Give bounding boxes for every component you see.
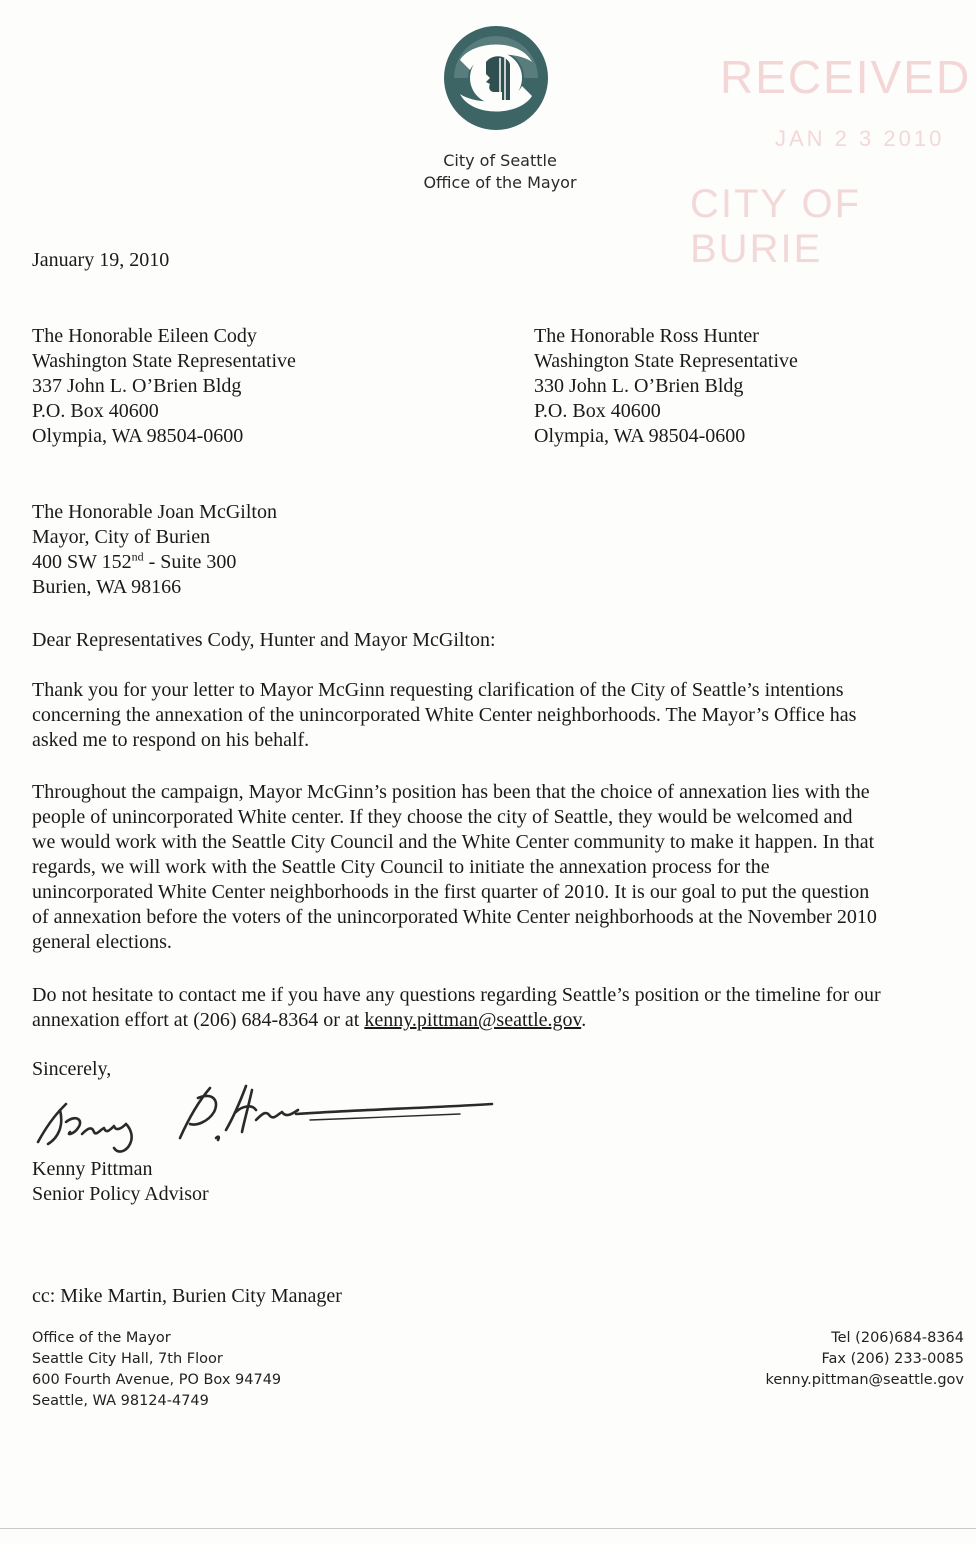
body-line: unincorporated White Center neighborhoods in the first quarter of 2010. It is our goal to put the question — [32, 881, 870, 903]
body-paragraph-1 — [32, 678, 967, 753]
address-line: P.O. Box 40600 — [32, 400, 159, 422]
body-paragraph-2 — [32, 780, 967, 955]
recipient-hunter — [534, 324, 798, 449]
suite: - Suite 300 — [143, 551, 237, 573]
address-line: The Honorable Joan McGilton — [32, 501, 277, 523]
footer-email: kenny.pittman@seattle.gov — [765, 1372, 964, 1388]
cc-line: cc: Mike Martin, Burien City Manager — [32, 1285, 342, 1307]
address-line: P.O. Box 40600 — [534, 400, 661, 422]
body-line: Thank you for your letter to Mayor McGinn requesting clarification of the City of Seattle’s intentions — [32, 679, 844, 701]
letterhead-text — [400, 150, 600, 194]
address-line: Olympia, WA 98504-0600 — [32, 425, 244, 447]
address-line: Mayor, City of Burien — [32, 526, 211, 548]
address-line: The Honorable Ross Hunter — [534, 325, 759, 347]
body-line: of annexation before the voters of the unincorporated White Center neighborhoods at the November 2010 — [32, 906, 877, 928]
body-line: Do not hesitate to contact me if you have any questions regarding Seattle’s position or the timeline for our — [32, 984, 881, 1006]
footer-tel: Tel (206)684-8364 — [831, 1330, 964, 1346]
stamp-received: RECEIVED — [720, 51, 972, 103]
address-line: Burien, WA 98166 — [32, 576, 182, 598]
footer-line: Office of the Mayor — [32, 1330, 171, 1346]
received-stamp — [680, 50, 972, 271]
body-line: people of unincorporated White center. If they choose the city of Seattle, they would be welcomed and — [32, 806, 853, 828]
body-line: asked me to respond on his behalf. — [32, 729, 310, 751]
body-line: Throughout the campaign, Mayor McGinn’s position has been that the choice of annexation lies with the — [32, 781, 870, 803]
recipient-cody — [32, 324, 296, 449]
handwritten-signature — [30, 1080, 500, 1160]
org-name: City of Seattle — [443, 151, 557, 170]
address-line: 337 John L. O’Brien Bldg — [32, 375, 242, 397]
footer-line: Seattle, WA 98124-4749 — [32, 1393, 209, 1409]
recipient-mcgilton — [32, 500, 277, 600]
footer-line: 600 Fourth Avenue, PO Box 94749 — [32, 1372, 282, 1388]
address-line: Olympia, WA 98504-0600 — [534, 425, 746, 447]
city-of-seattle-logo — [440, 22, 552, 134]
address-line: Washington State Representative — [534, 350, 798, 372]
body-line — [32, 1008, 967, 1033]
footer-fax: Fax (206) 233-0085 — [821, 1351, 964, 1367]
street-number: 400 SW 152 — [32, 551, 132, 573]
salutation: Dear Representatives Cody, Hunter and Mayor McGilton: — [32, 629, 496, 651]
email-link[interactable]: kenny.pittman@seattle.gov — [364, 1009, 582, 1031]
org-office: Office of the Mayor — [423, 173, 577, 192]
stamp-city: CITY OF BURIE — [690, 182, 862, 271]
contact-text: annexation effort at (206) 684-8364 or at — [32, 1009, 365, 1031]
address-line: The Honorable Eileen Cody — [32, 325, 257, 347]
stamp-date: JAN 2 3 2010 — [775, 126, 945, 151]
body-paragraph-3 — [32, 983, 967, 1033]
body-line: general elections. — [32, 931, 172, 953]
footer-contact — [765, 1328, 964, 1391]
signatory-title: Senior Policy Advisor — [32, 1183, 209, 1205]
footer-address — [32, 1328, 281, 1412]
scan-edge-line — [0, 1528, 976, 1529]
closing: Sincerely, — [32, 1058, 112, 1080]
period: . — [581, 1009, 587, 1031]
body-line: concerning the annexation of the unincorporated White Center neighborhoods. The Mayor’s Office has — [32, 704, 857, 726]
signatory-block — [32, 1157, 209, 1207]
letter-date: January 19, 2010 — [32, 249, 170, 271]
address-line — [32, 550, 277, 575]
body-line: we would work with the Seattle City Council and the White Center community to make it happen. In that — [32, 831, 875, 853]
address-line: Washington State Representative — [32, 350, 296, 372]
ordinal-suffix: nd — [131, 549, 144, 564]
footer-line: Seattle City Hall, 7th Floor — [32, 1351, 223, 1367]
body-line: regards, we will work with the Seattle City Council to initiate the annexation process for the — [32, 856, 770, 878]
address-line: 330 John L. O’Brien Bldg — [534, 375, 744, 397]
signatory-name: Kenny Pittman — [32, 1158, 153, 1180]
